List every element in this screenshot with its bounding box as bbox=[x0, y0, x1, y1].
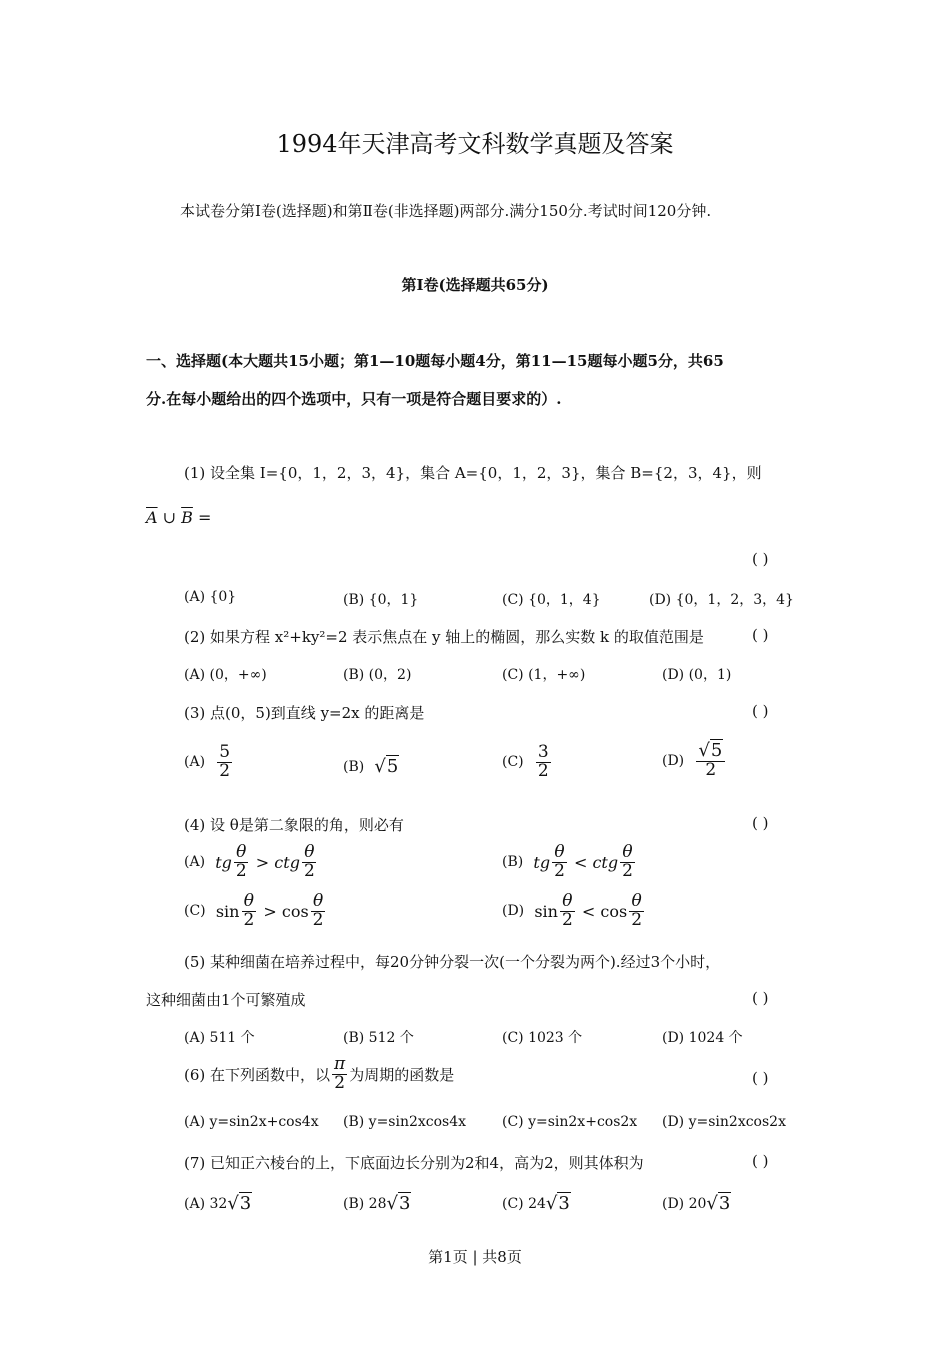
q3-option-b-sqrt: √5 bbox=[374, 756, 399, 777]
func-1: tg bbox=[533, 852, 551, 872]
denominator: 2 bbox=[235, 860, 247, 881]
q5-option-a: (A) 511 个 bbox=[184, 1030, 255, 1046]
q7-option-d bbox=[662, 1193, 731, 1214]
theta-half bbox=[241, 893, 256, 930]
q1-complement-a: $\overline{A}$ bbox=[146, 508, 158, 527]
q7-option-b bbox=[343, 1193, 411, 1214]
q7-option-b-label: (B) 28 bbox=[343, 1195, 387, 1212]
q3-option-b bbox=[343, 756, 399, 777]
theta-half bbox=[234, 844, 249, 881]
q2-option-c: (C) (1，+∞) bbox=[502, 667, 586, 683]
numerator: θ bbox=[304, 842, 315, 862]
section-heading: 第Ⅰ卷(选择题共65分) bbox=[401, 276, 549, 294]
theta-half bbox=[620, 844, 635, 881]
radicand: 3 bbox=[718, 1193, 731, 1214]
q4-option-d-label: (D) bbox=[502, 903, 525, 920]
denominator: 2 bbox=[561, 909, 573, 930]
theta-half bbox=[311, 893, 326, 930]
sqrt-3: √3 bbox=[227, 1193, 252, 1214]
denominator: 2 bbox=[219, 760, 231, 781]
q1-complement-b: $\overline{B}$ bbox=[181, 508, 193, 527]
q3-option-d bbox=[662, 742, 727, 780]
q1-text: (1) 设全集 I={0，1，2，3，4}，集合 A={0，1，2，3}，集合 B={2，3，4}，则 bbox=[184, 464, 762, 482]
denominator: 2 bbox=[705, 759, 717, 780]
q1-expression bbox=[146, 508, 211, 527]
q6-text bbox=[184, 1056, 454, 1093]
numerator: θ bbox=[554, 842, 565, 862]
q1-equals: = bbox=[192, 508, 212, 527]
q7-option-a bbox=[184, 1193, 252, 1214]
radicand: 3 bbox=[398, 1193, 411, 1214]
q1-option-d: (D) {0，1，2，3，4} bbox=[649, 592, 794, 608]
sqrt-3: √3 bbox=[706, 1193, 731, 1214]
func-1: sin bbox=[215, 901, 240, 921]
numerator: θ bbox=[312, 891, 324, 911]
q6-option-c: (C) y=sin2x+cos2x bbox=[502, 1114, 638, 1130]
q6-option-a: (A) y=sin2x+cos4x bbox=[184, 1114, 319, 1130]
numerator: 5 bbox=[219, 742, 231, 762]
q3-option-d-label: (D) bbox=[662, 752, 685, 769]
instructions-line-2: 分.在每小题给出的四个选项中，只有一项是符合题目要求的）. bbox=[146, 390, 562, 408]
denominator: 2 bbox=[631, 909, 643, 930]
q3-text: (3) 点(0，5)到直线 y=2x 的距离是 bbox=[184, 704, 425, 722]
radicand: 5 bbox=[386, 756, 399, 777]
numerator: π bbox=[334, 1054, 346, 1074]
q4-option-a-label: (A) bbox=[184, 854, 206, 871]
operator: < bbox=[568, 852, 593, 872]
q3-option-b-label: (B) bbox=[343, 758, 365, 775]
func-2: cos bbox=[281, 901, 309, 921]
page-title: 1994年天津高考文科数学真题及答案 bbox=[276, 130, 674, 158]
q3-option-a bbox=[184, 744, 234, 781]
sqrt-3: √3 bbox=[386, 1193, 411, 1214]
radicand: 3 bbox=[239, 1193, 252, 1214]
numerator: 3 bbox=[537, 742, 549, 762]
q3-option-c-label: (C) bbox=[502, 754, 524, 771]
q2-option-a: (A) (0，+∞) bbox=[184, 667, 267, 683]
q1-option-a: (A) {0} bbox=[184, 589, 237, 605]
theta-half bbox=[302, 844, 317, 881]
theta-half bbox=[560, 893, 575, 930]
denominator: 2 bbox=[334, 1072, 346, 1093]
denominator: 2 bbox=[554, 860, 565, 881]
q1-option-b: (B) {0，1} bbox=[343, 592, 419, 608]
numerator: θ bbox=[631, 891, 642, 911]
operator: > bbox=[250, 852, 275, 872]
q3-option-a-label: (A) bbox=[184, 754, 206, 771]
q7-option-d-label: (D) 20 bbox=[662, 1195, 707, 1212]
q5-text-line-1: (5) 某种细菌在培养过程中，每20分钟分裂一次(一个分裂为两个).经过3个小时， bbox=[184, 953, 721, 971]
theta-half bbox=[552, 844, 567, 881]
numerator: θ bbox=[562, 891, 573, 911]
denominator: 2 bbox=[537, 760, 549, 781]
q1-option-c: (C) {0，1，4} bbox=[502, 592, 601, 608]
instructions-line-1: 一、选择题(本大题共15小题；第1—10题每小题4分，第11—15题每小题5分，共65 bbox=[146, 352, 724, 370]
q4-option-d bbox=[502, 893, 646, 930]
q3-option-a-fraction bbox=[217, 744, 232, 781]
radicand: 3 bbox=[558, 1193, 570, 1214]
denominator: 2 bbox=[243, 909, 255, 930]
numerator: θ bbox=[622, 842, 633, 862]
q5-answer-bracket: ( ) bbox=[752, 989, 769, 1007]
q5-option-b: (B) 512 个 bbox=[343, 1030, 414, 1046]
denominator: 2 bbox=[622, 860, 633, 881]
q7-option-c bbox=[502, 1193, 571, 1214]
q7-option-a-label: (A) 32 bbox=[184, 1195, 228, 1212]
q2-text: (2) 如果方程 x²+ky²=2 表示焦点在 y 轴上的椭圆，那么实数 k 的取值范围是 bbox=[184, 628, 704, 646]
q4-option-b bbox=[502, 844, 637, 881]
q7-answer-bracket: ( ) bbox=[752, 1152, 769, 1170]
pi-half bbox=[332, 1056, 347, 1093]
operator: < bbox=[576, 901, 601, 921]
func-1: sin bbox=[534, 901, 558, 921]
q3-answer-bracket: ( ) bbox=[752, 702, 769, 720]
func-2: ctg bbox=[274, 852, 300, 872]
q3-option-c-fraction bbox=[536, 744, 551, 781]
q4-text: (4) 设 θ是第二象限的角，则必有 bbox=[184, 816, 404, 834]
q7-text: (7) 已知正六棱台的上，下底面边长分别为2和4，高为2，则其体积为 bbox=[184, 1154, 644, 1172]
q4-answer-bracket: ( ) bbox=[752, 814, 769, 832]
q6-text-post: 为周期的函数是 bbox=[349, 1065, 455, 1084]
q6-option-d: (D) y=sin2xcos2x bbox=[662, 1114, 786, 1130]
denominator: 2 bbox=[303, 860, 315, 881]
func-1: tg bbox=[215, 852, 232, 872]
q5-option-c: (C) 1023 个 bbox=[502, 1030, 583, 1046]
page-footer: 第1页 | 共8页 bbox=[428, 1248, 522, 1266]
func-2: ctg bbox=[592, 852, 619, 872]
q4-option-a bbox=[184, 844, 319, 881]
q7-option-c-label: (C) 24 bbox=[502, 1195, 546, 1212]
numerator: θ bbox=[236, 842, 247, 862]
sqrt-3: √3 bbox=[545, 1193, 570, 1214]
q2-option-b: (B) (0，2) bbox=[343, 667, 412, 683]
radicand: 5 bbox=[710, 740, 723, 761]
q1-answer-bracket: ( ) bbox=[752, 550, 769, 568]
q1-union: ∪ bbox=[157, 508, 182, 527]
q4-option-c-label: (C) bbox=[184, 903, 206, 920]
theta-half bbox=[629, 893, 644, 930]
numerator: θ bbox=[243, 891, 254, 911]
q3-option-c bbox=[502, 744, 553, 781]
q2-answer-bracket: ( ) bbox=[752, 626, 769, 644]
q6-answer-bracket: ( ) bbox=[752, 1069, 769, 1087]
operator: > bbox=[258, 901, 282, 921]
q4-option-b-label: (B) bbox=[502, 854, 524, 871]
denominator: 2 bbox=[312, 909, 324, 930]
q6-text-pre: (6) 在下列函数中，以 bbox=[184, 1065, 331, 1084]
numerator: √5 bbox=[696, 742, 725, 762]
q6-option-b: (B) y=sin2xcos4x bbox=[343, 1114, 467, 1130]
q4-option-c bbox=[184, 893, 328, 930]
q2-option-d: (D) (0，1) bbox=[662, 667, 732, 683]
q3-option-d-fraction bbox=[696, 742, 725, 780]
exam-intro: 本试卷分第Ⅰ卷(选择题)和第Ⅱ卷(非选择题)两部分.满分150分.考试时间120分钟. bbox=[180, 202, 712, 220]
q5-option-d: (D) 1024 个 bbox=[662, 1030, 743, 1046]
func-2: cos bbox=[600, 901, 628, 921]
q5-text-line-2: 这种细菌由1个可繁殖成 bbox=[146, 991, 306, 1009]
